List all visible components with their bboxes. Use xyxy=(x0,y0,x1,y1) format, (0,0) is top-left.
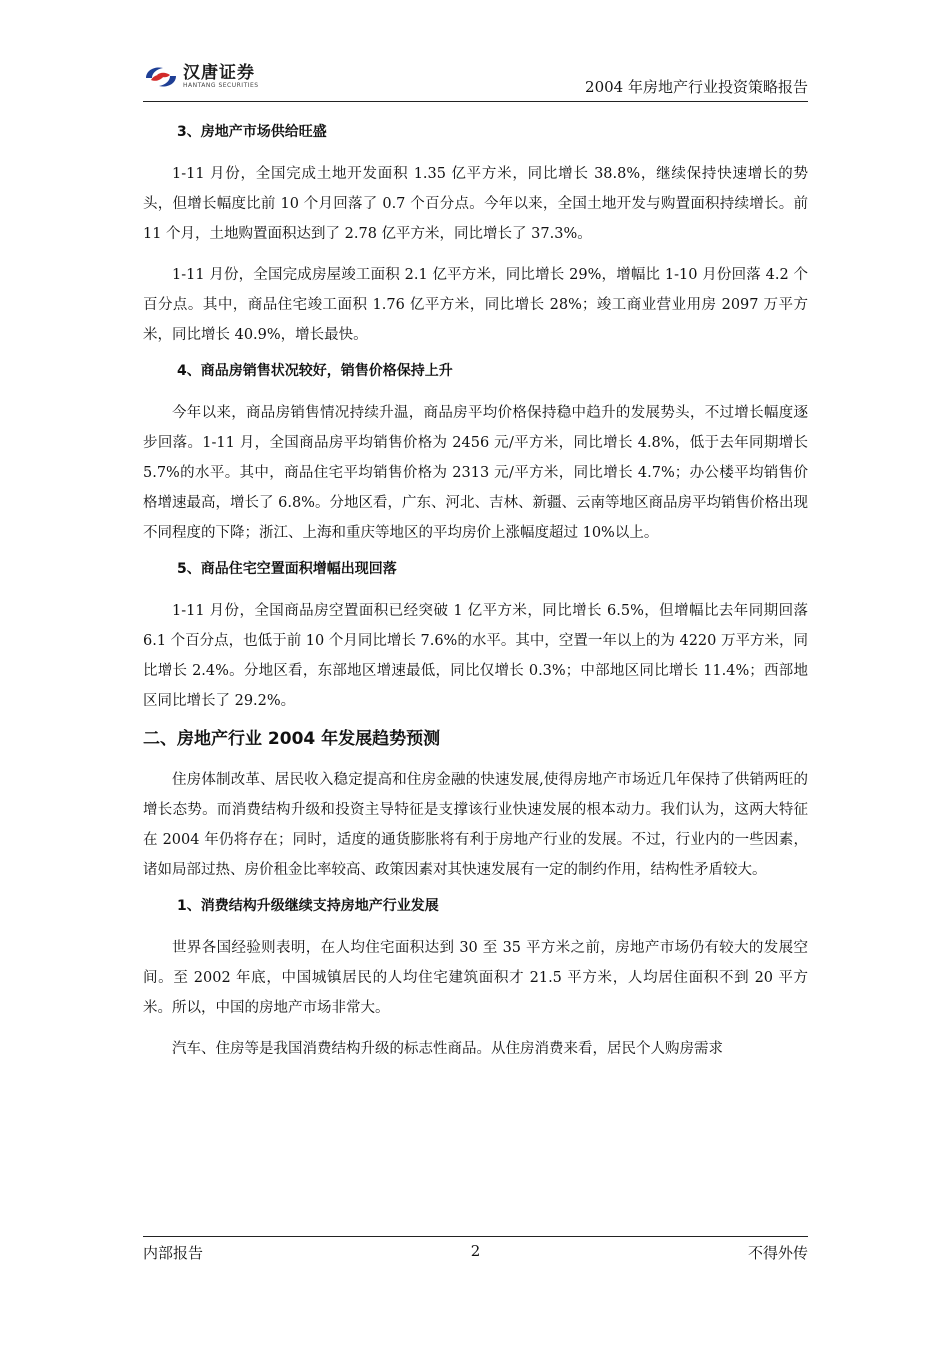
paragraph: 今年以来，商品房销售情况持续升温，商品房平均价格保持稳中趋升的发展势头，不过增长幅度逐步回落。1-11 月，全国商品房平均销售价格为 2456 元/平方米，同比增长 4.8%，低于去年同期增长 5.7%的水平。其中，商品住宅平均销售价格为 2313 元/平方米，同比增长 4.7%；办公楼平均销售价格增速最高，增长了 6.8%。分地区看，广东、河北、吉林、新疆、云南等地区商品房平均销售价格出现不同程度的下降；浙江、上海和重庆等地区的平均房价上涨幅度超过 10%以上。 xyxy=(143,405,808,541)
paragraph: 汽车、住房等是我国消费结构升级的标志性商品。从住房消费来看，居民个人购房需求 xyxy=(172,1041,723,1057)
subheading: 1、消费结构升级继续支持房地产行业发展 xyxy=(177,898,439,914)
subheading: 5、商品住宅空置面积增幅出现回落 xyxy=(177,561,397,577)
company-logo xyxy=(143,64,259,90)
paragraph: 世界各国经验则表明，在人均住宅面积达到 30 至 35 平方米之前，房地产市场仍有较大的发展空间。至 2002 年底，中国城镇居民的人均住宅建筑面积才 21.5 平方米，人均居住面积不到 20 平方米。所以，中国的房地产市场非常大。 xyxy=(143,940,808,1016)
subheading: 3、房地产市场供给旺盛 xyxy=(177,124,327,140)
paragraph: 1-11 月份，全国完成土地开发面积 1.35 亿平方米，同比增长 38.8%，继续保持快速增长的势头，但增长幅度比前 10 个月回落了 0.7 个百分点。今年以来，全国土地开发与购置面积持续增长。前 11 个月，土地购置面积达到了 2.78 亿平方米，同比增长了 37.3%。 xyxy=(143,166,808,242)
paragraph: 1-11 月份，全国完成房屋竣工面积 2.1 亿平方米，同比增长 29%，增幅比 1-10 月份回落 4.2 个百分点。其中，商品住宅竣工面积 1.76 亿平方米，同比增长 28%；竣工商业营业用房 2097 万平方米，同比增长 40.9%，增长最快。 xyxy=(143,267,808,343)
page-number: 2 xyxy=(470,1242,481,1260)
header-divider xyxy=(143,101,808,102)
section-heading: 二、房地产行业 2004 年发展趋势预测 xyxy=(143,729,441,749)
logo-subtitle: HANTANG SECURITIES xyxy=(183,82,259,89)
paragraph: 住房体制改革、居民收入稳定提高和住房金融的快速发展,使得房地产市场近几年保持了供销两旺的增长态势。而消费结构升级和投资主导特征是支撑该行业快速发展的根本动力。我们认为，这两大特征在 2004 年仍将存在；同时，适度的通货膨胀将有利于房地产行业的发展。不过，行业内的一些因素，诸如局部过热、房价租金比率较高、政策因素对其快速发展有一定的制约作用，结构性矛盾较大。 xyxy=(143,772,808,878)
report-title: 2004 年房地产行业投资策略报告 xyxy=(585,78,808,96)
footer-internal-report: 内部报告 xyxy=(143,1244,204,1262)
logo-emblem-icon xyxy=(143,64,179,90)
paragraph: 1-11 月份，全国商品房空置面积已经突破 1 亿平方米，同比增长 6.5%，但增幅比去年同期回落 6.1 个百分点，也低于前 10 个月同比增长 7.6%的水平。其中，空置一年以上的为 4220 万平方米，同比增长 2.4%。分地区看，东部地区增速最低，同比仅增长 0.3%；中部地区同比增长 11.4%；西部地区同比增长了 29.2%。 xyxy=(143,603,808,709)
page-header xyxy=(143,62,808,102)
footer-confidential: 不得外传 xyxy=(747,1244,808,1262)
logo-name: 汉唐证券 xyxy=(183,63,255,83)
page-footer xyxy=(143,1242,808,1262)
document-body xyxy=(143,118,808,1075)
footer-divider xyxy=(143,1236,808,1237)
subheading: 4、商品房销售状况较好，销售价格保持上升 xyxy=(177,363,453,379)
